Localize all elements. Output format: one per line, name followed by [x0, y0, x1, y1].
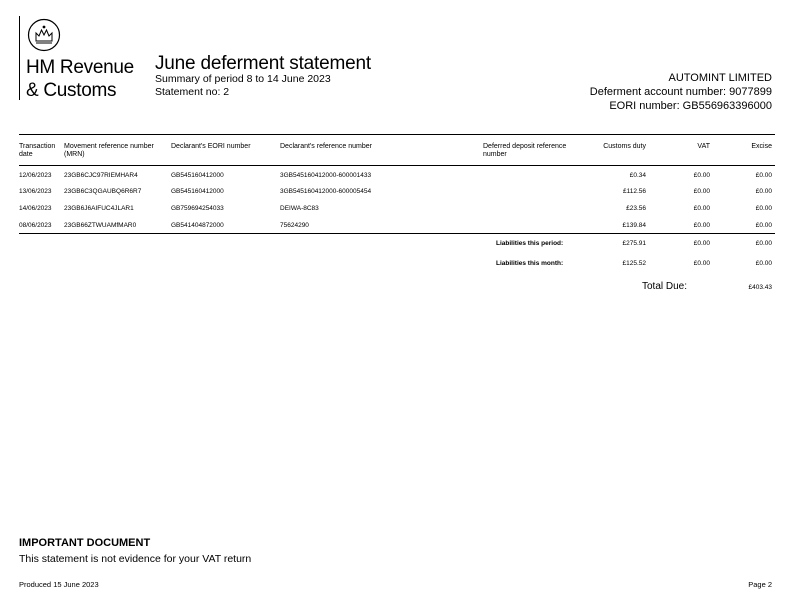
royal-crest-icon — [26, 18, 62, 52]
brand-line-2: & Customs — [26, 80, 117, 101]
page-number: Page 2 — [748, 580, 772, 589]
row-2-reference: 3GB545160412000-600005454 — [280, 188, 372, 195]
row-2-vat: £0.00 — [693, 188, 710, 195]
row-3-duty: £23.56 — [626, 205, 646, 212]
row-2-date: 13/06/2023 — [19, 188, 52, 195]
important-heading: IMPORTANT DOCUMENT — [19, 537, 151, 549]
col-header-excise: Excise — [751, 143, 772, 150]
eori-number: EORI number: GB556963396000 — [609, 100, 772, 112]
month-liabilities-label: Liabilities this month: — [496, 260, 564, 267]
row-3-eori: GB759694254033 — [171, 205, 224, 212]
rows-bottom-rule — [19, 233, 775, 234]
row-3-date: 14/06/2023 — [19, 205, 52, 212]
statement-summary: Summary of period 8 to 14 June 2023 — [155, 73, 331, 85]
col-header-deposit: Deferred deposit reference number — [483, 143, 567, 158]
col-header-reference: Declarant's reference number — [280, 143, 372, 150]
row-4-mrn: 23GB66ZTWUAMfMAR0 — [64, 222, 137, 229]
brand-line-1: HM Revenue — [26, 57, 134, 78]
row-2-mrn: 23GB6C3QGAUBQ6R6R7 — [64, 188, 142, 195]
header-bottom-rule — [19, 165, 775, 166]
row-3-mrn: 23GB6J6AIFUC4JLAR1 — [64, 205, 134, 212]
month-duty: £125.52 — [622, 260, 646, 267]
company-name: AUTOMINT LIMITED — [668, 72, 772, 84]
period-vat: £0.00 — [693, 240, 710, 247]
month-vat: £0.00 — [693, 260, 710, 267]
page-title: June deferment statement — [155, 53, 371, 74]
produced-date: Produced 15 June 2023 — [19, 580, 99, 589]
row-2-duty: £112.56 — [622, 188, 646, 195]
row-4-reference: 75624290 — [280, 222, 309, 229]
row-4-eori: GB541404872000 — [171, 222, 224, 229]
table-top-rule — [19, 134, 775, 135]
period-excise: £0.00 — [755, 240, 772, 247]
month-excise: £0.00 — [755, 260, 772, 267]
row-1-mrn: 23GB6CJC97RIEMHAR4 — [64, 172, 138, 179]
row-4-vat: £0.00 — [693, 222, 710, 229]
row-1-vat: £0.00 — [693, 172, 710, 179]
row-4-date: 08/06/2023 — [19, 222, 52, 229]
row-1-date: 12/06/2023 — [19, 172, 52, 179]
row-3-excise: £0.00 — [755, 205, 772, 212]
total-due-value: £403.43 — [748, 284, 772, 291]
period-duty: £275.91 — [622, 240, 646, 247]
total-due-label: Total Due: — [642, 281, 688, 292]
row-2-eori: GB545160412000 — [171, 188, 224, 195]
row-4-excise: £0.00 — [755, 222, 772, 229]
col-header-mrn: Movement reference number (MRN) — [64, 143, 154, 158]
row-1-reference: 3GB545160412000-600001433 — [280, 172, 372, 179]
row-2-excise: £0.00 — [755, 188, 772, 195]
row-3-vat: £0.00 — [693, 205, 710, 212]
row-1-excise: £0.00 — [755, 172, 772, 179]
row-1-eori: GB545160412000 — [171, 172, 224, 179]
row-4-duty: £139.84 — [622, 222, 646, 229]
col-header-vat: VAT — [697, 143, 710, 150]
row-3-reference: DEIWA-8C83 — [280, 205, 319, 212]
col-header-eori: Declarant's EORI number — [171, 143, 251, 150]
col-header-date: Transaction date — [19, 143, 56, 158]
deferment-account: Deferment account number: 9077899 — [589, 86, 772, 98]
vat-notice: This statement is not evidence for your VAT return — [19, 553, 252, 565]
statement-number: Statement no: 2 — [155, 86, 230, 98]
col-header-duty: Customs duty — [603, 143, 646, 150]
row-1-duty: £0.34 — [629, 172, 646, 179]
period-liabilities-label: Liabilities this period: — [496, 240, 564, 247]
logo-divider — [19, 16, 20, 100]
